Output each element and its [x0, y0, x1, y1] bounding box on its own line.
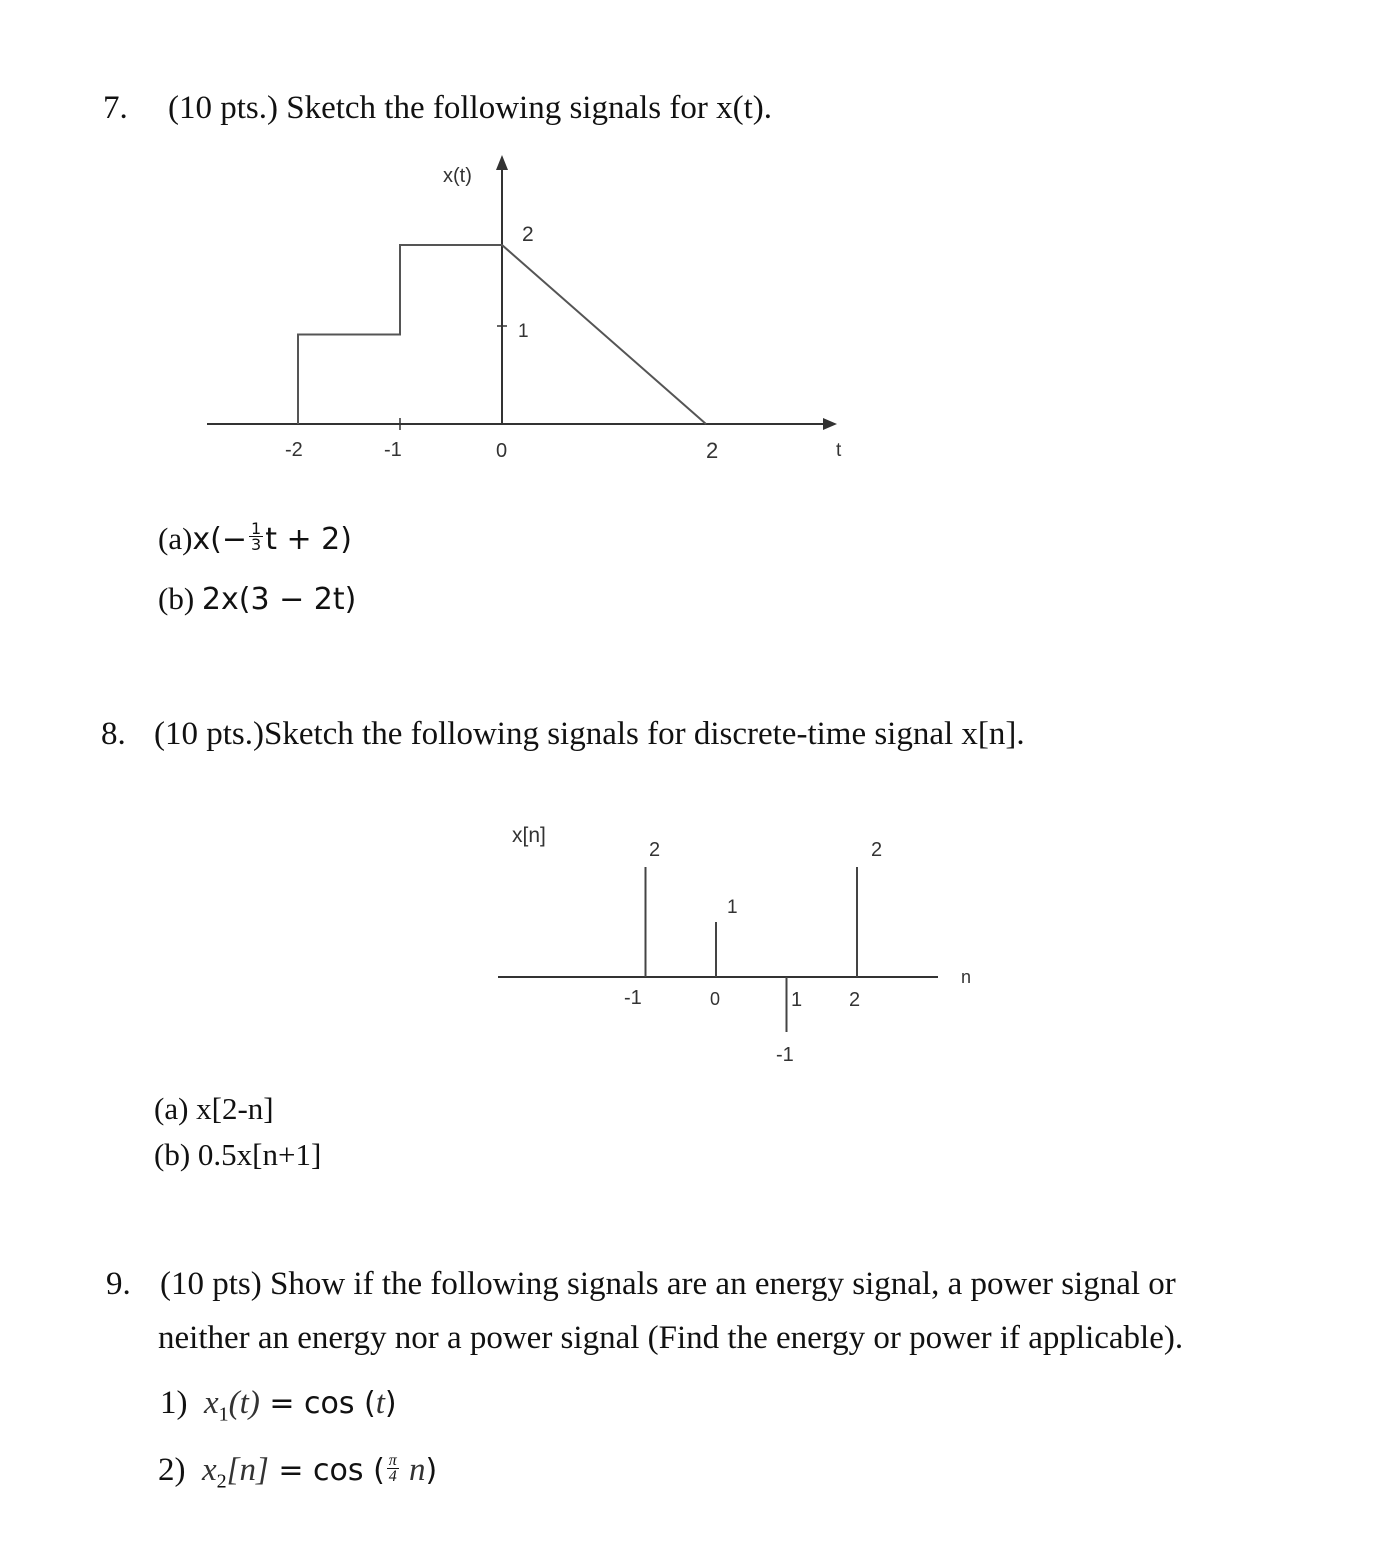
q9-item1-prefix: 1)	[160, 1385, 188, 1421]
q7-part-b-expr: 2x(3 − 2t)	[201, 582, 357, 617]
q7-text: (10 pts.) Sketch the following signals for x(t).	[168, 90, 772, 126]
q9-item2-arg: [n]	[226, 1452, 269, 1488]
q7-x-axis-arrow	[823, 418, 837, 430]
q7-x-tick-0: 0	[496, 440, 508, 462]
q7-x-tick-neg1: -1	[384, 439, 402, 461]
q8-stem-label-1: -1	[776, 1044, 794, 1066]
q9-item1-var: x	[204, 1385, 219, 1421]
q8-part-a: (a) x[2-n]	[154, 1091, 274, 1126]
q7-part-a-frac-den: 3	[251, 535, 262, 554]
q8-stem-label-0: 1	[727, 897, 738, 918]
q7-continuous-signal-plot	[195, 145, 865, 475]
q8-x-label: n	[961, 967, 972, 987]
q8-number: 8.	[101, 716, 126, 752]
q7-part-a-prefix: (a)	[158, 521, 193, 556]
q7-part-b-prefix: (b)	[158, 581, 195, 616]
q9-number: 9.	[106, 1266, 131, 1302]
q9-item2-sub: 2	[216, 1470, 227, 1493]
q7-x-label: t	[836, 440, 842, 461]
q7-y-tick-2: 2	[522, 223, 534, 246]
q8-stem-label-neg1: 2	[649, 839, 661, 861]
q8-y-label: x[n]	[512, 824, 546, 847]
q7-part-a	[158, 521, 352, 558]
q9-item1-arg2: t	[375, 1385, 385, 1421]
q8-x-tick-1: 1	[791, 989, 803, 1011]
q9-item2-frac-den: 4	[388, 1467, 397, 1485]
q7-y-tick-1: 1	[518, 321, 529, 342]
q9-item2-eq: = cos (	[268, 1453, 385, 1488]
q9-line2: neither an energy nor a power signal (Find the energy or power if applicable).	[158, 1320, 1184, 1356]
q8-x-tick-0: 0	[710, 989, 721, 1009]
q9-item2	[158, 1450, 437, 1502]
q9-line1: (10 pts) Show if the following signals are an energy signal, a power signal or	[160, 1266, 1176, 1302]
q7-part-a-before: x(−	[192, 522, 248, 557]
q7-x-tick-2: 2	[706, 438, 719, 463]
q9-item2-frac-num: π	[388, 1451, 397, 1469]
q8-discrete-signal-plot	[490, 815, 990, 1075]
q9-item2-prefix: 2)	[158, 1452, 186, 1488]
q7-y-label: x(t)	[443, 165, 472, 187]
q8-x-tick-2: 2	[849, 989, 861, 1011]
q7-x-tick-neg2: -2	[285, 439, 303, 461]
q9-item1-eq: = cos (	[259, 1386, 376, 1421]
q7-part-a-frac-num: 1	[251, 519, 262, 538]
q9-item2-close: )	[425, 1453, 438, 1488]
q7-part-a-after: t + 2)	[265, 522, 352, 557]
q7-y-axis-arrow	[496, 155, 508, 170]
q9-item1-close: )	[384, 1386, 397, 1421]
q8-text: (10 pts.)Sketch the following signals for discrete-time signal x[n].	[154, 716, 1025, 752]
q7-part-b	[158, 581, 356, 618]
q8-stems	[646, 867, 861, 1032]
q8-x-tick-neg1: -1	[624, 987, 642, 1009]
q7-number: 7.	[103, 90, 128, 126]
q9-item1-arg: (t)	[228, 1385, 260, 1421]
q8-stem-label-2: 2	[871, 839, 883, 861]
q9-item1-sub: 1	[218, 1403, 229, 1426]
q9-item1	[160, 1383, 397, 1435]
q8-part-b: (b) 0.5x[n+1]	[154, 1137, 322, 1172]
q9-item2-arg2: n	[409, 1452, 426, 1488]
q9-item2-var: x	[202, 1452, 217, 1488]
